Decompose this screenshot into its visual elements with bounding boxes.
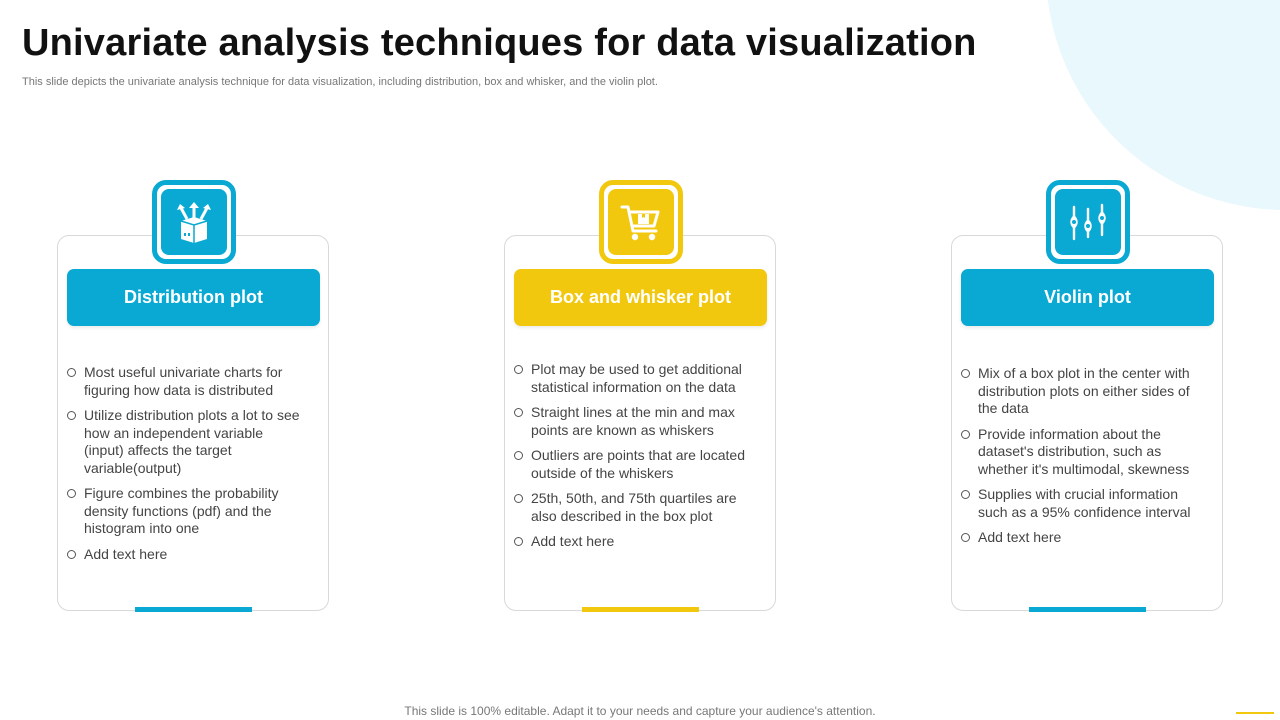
sliders-icon xyxy=(1055,189,1121,255)
footer-note: This slide is 100% editable. Adapt it to your needs and capture your audience's attention. xyxy=(404,704,876,718)
bullet-circle-icon xyxy=(961,490,970,499)
list-item xyxy=(960,486,1200,521)
bullet-text: Add text here xyxy=(531,533,615,549)
list-item xyxy=(513,361,753,396)
bullet-circle-icon xyxy=(514,408,523,417)
bullet-text: 25th, 50th, and 75th quartiles are also described in the box plot xyxy=(531,490,737,524)
card-violin-plot xyxy=(951,235,1223,611)
card-title: Box and whisker plot xyxy=(514,269,767,326)
decorative-circle xyxy=(1046,0,1280,210)
bullet-text: Supplies with crucial information such as a 95% confidence interval xyxy=(978,486,1191,520)
accent-bar xyxy=(582,607,699,612)
bullet-circle-icon xyxy=(514,494,523,503)
bullet-text: Outliers are points that are located outside of the whiskers xyxy=(531,447,746,481)
list-item xyxy=(66,485,306,538)
page-subtitle: This slide depicts the univariate analysis technique for data visualization, including distribution, box and whisker, and the violin plot. xyxy=(22,76,658,88)
bullet-text: Add text here xyxy=(84,545,168,562)
box-with-arrows-icon xyxy=(161,189,227,255)
card-title: Violin plot xyxy=(961,269,1214,326)
bullet-circle-icon xyxy=(67,368,76,377)
bullet-circle-icon xyxy=(514,451,523,460)
bullet-text: Utilize distribution plots a lot to see how an independent variable (input) affects the target variable(output) xyxy=(84,407,300,476)
bullet-circle-icon xyxy=(67,489,76,498)
list-item xyxy=(513,533,753,551)
list-item xyxy=(66,546,306,564)
shopping-cart-icon xyxy=(608,189,674,255)
list-item xyxy=(960,529,1200,547)
list-item xyxy=(960,426,1200,479)
corner-accent-line xyxy=(1236,712,1274,714)
card-title: Distribution plot xyxy=(67,269,320,326)
bullet-list xyxy=(960,365,1200,555)
list-item xyxy=(960,365,1200,418)
bullet-text: Plot may be used to get additional statistical information on the data xyxy=(531,361,742,395)
bullet-circle-icon xyxy=(961,430,970,439)
accent-bar xyxy=(1029,607,1146,612)
card-icon-frame xyxy=(599,180,683,264)
card-icon-frame xyxy=(1046,180,1130,264)
bullet-circle-icon xyxy=(514,365,523,374)
bullet-circle-icon xyxy=(961,533,970,542)
bullet-circle-icon xyxy=(514,537,523,546)
list-item xyxy=(66,364,306,399)
bullet-text: Mix of a box plot in the center with distribution plots on either sides of the data xyxy=(978,365,1190,416)
bullet-list xyxy=(513,361,753,559)
card-icon-frame xyxy=(152,180,236,264)
bullet-circle-icon xyxy=(67,550,76,559)
accent-bar xyxy=(135,607,252,612)
bullet-text: Straight lines at the min and max points are known as whiskers xyxy=(531,404,735,438)
list-item xyxy=(513,490,753,525)
list-item xyxy=(513,447,753,482)
card-distribution-plot xyxy=(57,235,329,611)
bullet-text: Most useful univariate charts for figuring how data is distributed xyxy=(84,364,283,398)
bullet-text: Figure combines the probability density functions (pdf) and the histogram into one xyxy=(84,485,279,536)
bullet-circle-icon xyxy=(961,369,970,378)
bullet-text: Add text here xyxy=(978,529,1062,545)
bullet-list xyxy=(66,364,306,571)
page-title: Univariate analysis techniques for data visualization xyxy=(22,22,977,64)
bullet-text: Provide information about the dataset's distribution, such as whether it's multimodal, skewness xyxy=(978,425,1190,477)
list-item xyxy=(66,407,306,477)
bullet-circle-icon xyxy=(67,411,76,420)
card-box-and-whisker-plot xyxy=(504,235,776,611)
list-item xyxy=(513,404,753,439)
